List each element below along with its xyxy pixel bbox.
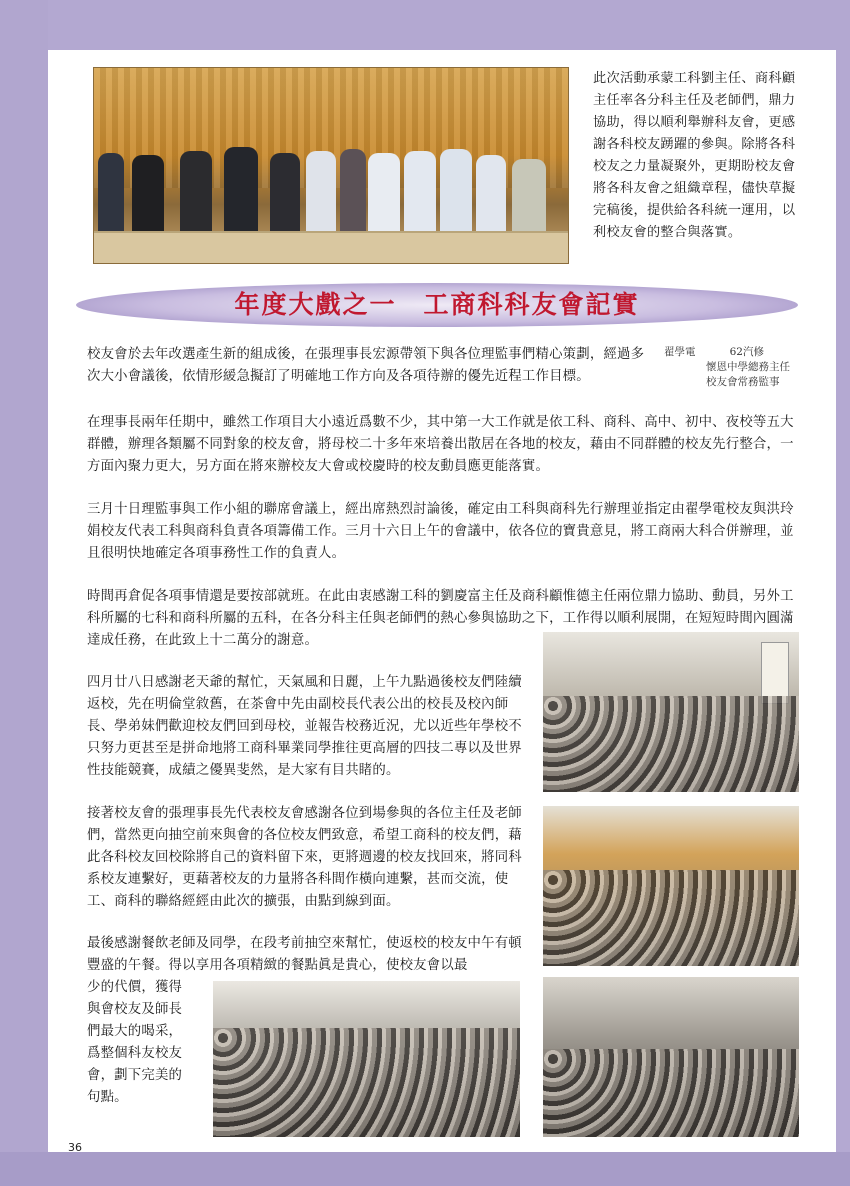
photo-alumni-closeup bbox=[543, 977, 799, 1137]
wall-sign bbox=[761, 642, 789, 704]
photo-people bbox=[543, 696, 799, 792]
paragraph-5: 四月廿八日感謝老天爺的幫忙，天氣風和日麗，上午九點過後校友們陸續返校，先在明倫堂敘舊，在茶會中先由副校長代表公出的校長及校內師長、學弟妹們歡迎校友們回到母校，並報告校務近況，尤以近些年學校不只努力更甚至是拼命地將工商科畢業同學推往更高層的四技二專以及世界性技能競賽，成績之優異斐然，是大家有目共睹的。 bbox=[87, 675, 522, 778]
photo-people bbox=[543, 870, 799, 966]
front-table bbox=[94, 231, 568, 263]
author-title-1: 懷恩中學總務主任 bbox=[706, 361, 790, 373]
author-title-2: 校友會常務監事 bbox=[706, 376, 780, 388]
page-frame-left bbox=[0, 0, 48, 1186]
paragraph-2: 在理事長兩年任期中，雖然工作項目大小遠近爲數不少，其中第一大工作就是依工科、商科、高中、初中、夜校等五大群體，辦理各類屬不同對象的校友會，將母校二十多年來培養出散居在各地的校友，藉由不同群體的校友先行整合，一方面內聚力更大，另方面在將來辦校友大會或校慶時的校友動員應更能落實。 bbox=[87, 415, 794, 474]
author-name: 翟學電 bbox=[664, 346, 696, 358]
caption-top-text: 此次活動承蒙工科劉主任、商科顧主任率各分科主任及老師們，鼎力協助，得以順利舉辦科友會，更感謝各科校友踴躍的參與。除將各科校友之力量凝聚外，更期盼校友會將各科友會之組織章程，儘快草擬完稿後，提供給各科統一運用，以利校友會的整合與落實。 bbox=[593, 71, 796, 240]
paragraph-6: 接著校友會的張理事長先代表校友會感謝各位到場參與的各位主任及老師們，當然更向抽空前來與會的各位校友們致意，希望工商科的校友們，藉此各科校友回校除將自己的資料留下來，更將週邊的校友找回來，將同科系校友連繫好，更藉著校友的力量將各科間作橫向連繫，甚而交流，使工、商科的聯絡經經由此次的擴張，由點到線到面。 bbox=[87, 806, 522, 909]
photo-group-seated bbox=[543, 806, 799, 966]
page-number: 36 bbox=[68, 1141, 82, 1154]
photo-dining-hall bbox=[213, 981, 520, 1137]
photo-people bbox=[543, 1049, 799, 1137]
page-frame-top bbox=[0, 0, 850, 50]
article-title: 年度大戲之一 工商科科友會記實 bbox=[234, 290, 640, 319]
photo-classroom-gathering bbox=[543, 632, 799, 792]
paragraph-8: 少的代價，獲得與會校友及師長們最大的喝采，爲整個科友校友會，劃下完美的句點。 bbox=[87, 980, 183, 1105]
paragraph-3: 三月十日理監事與工作小組的聯席會議上，經出席熱烈討論後，確定由工科與商科先行辦理並指定由翟學電校友與洪玲娟校友代表工科與商科負責各項籌備工作。三月十六日上午的會議中，依各位的寶貴意見，將工商兩大科合併辦理，並且很明快地確定各項事務性工作的負責人。 bbox=[87, 502, 794, 561]
author-class: 62汽修 bbox=[729, 346, 764, 358]
author-block bbox=[664, 345, 804, 390]
group-photo-top bbox=[93, 67, 569, 264]
standing-people bbox=[94, 138, 568, 233]
page-frame-bottom bbox=[0, 1152, 850, 1186]
paragraph-7: 最後感謝餐飲老師及同學，在段考前抽空來幫忙，使返校的校友中午有頓豐盛的午餐。得以享用各項精緻的餐點眞是貴心，使校友會以最 bbox=[87, 936, 522, 973]
photo-people bbox=[213, 1028, 520, 1137]
paragraph-1: 校友會於去年改選產生新的組成後，在張理事長宏源帶領下與各位理監事們精心策劃，經過多次大小會議後，依情形緩急擬訂了明確地工作方向及各項待辦的優先近程工作目標。 bbox=[87, 347, 645, 384]
paragraph-4: 時間再倉促各項事情還是要按部就班。在此由衷感謝工科的劉慶富主任及商科顧惟德主任兩位鼎力協助、動員，另外工科所屬的七科和商科所屬的五科，在各分科主任與老師們的熱心參與協助之下，工作得以順利展開，在短短時間內圓滿達成任務，在此致上十二萬分的謝意。 bbox=[87, 589, 794, 648]
